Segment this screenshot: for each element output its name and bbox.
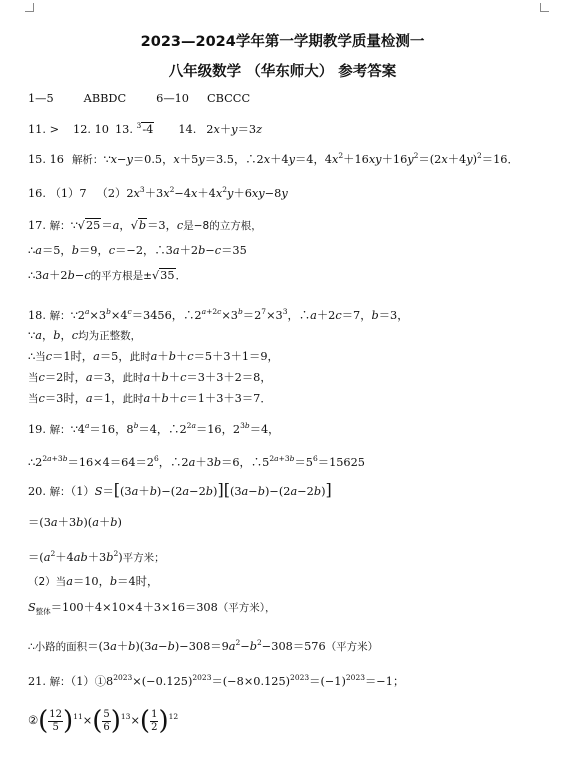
answer-17-line2: ∴a＝5，b＝9，c＝−2，∴3a＋2b−c＝35 (28, 244, 247, 257)
answer-18-line5: 当c＝3时，a＝1，此时a＋b＋c＝1＋3＋3＝7． (28, 392, 272, 405)
answer-20-line1: 20. 解：（1）S＝[(3a＋b)−(2a−2b)][(3a−b)−(2a−2b)] (28, 480, 332, 499)
answer-21-line2: ②( $\frac{12}{5}$ )$^{11}$×( $\frac{5}{6}$ )$^{13}$×( $\frac{1}{2}$ )$^{12}$ (28, 706, 179, 736)
answer-20-line6: ∴小路的面积$=(3a+b)(3a-b)-308=9a^2-b^2-308=576$（平方米） (28, 638, 379, 653)
answer-17-line3: ∴3a＋2b−c的平方根是±√35． (28, 269, 187, 282)
answer-18-line3: ∴当c＝1时，a＝5，此时a＋b＋c＝5＋3＋1＝9， (28, 350, 279, 363)
answer-17-line1: 17. 解：∵√25＝a，√b＝3，c是−8的立方根， (28, 219, 262, 232)
answers-1-10: 1—5 ABBDC 6—10 CBCCC (28, 92, 251, 105)
corner-mark-right (540, 3, 549, 12)
document-title: 2023—2024学年第一学期教学质量检测一 (140, 34, 425, 50)
answer-18-line1: 18. 解：$\because 2^a\times 3^b\times 4^c=3456$，$\therefore 2^{a+2c}\times 3^b=2^7\times 3^3$，∴a＋2c＝7，b＝3， (28, 307, 409, 322)
answer-16: 16. （1）7 $(2)2x^3+3x^2-4x+4x^2y+6xy-8y$ (28, 185, 288, 200)
answer-18-line4: 当c＝2时，a＝3，此时a＋b＋c＝3＋3＋2＝8， (28, 371, 272, 384)
answer-20-line4: （2）当a＝10，b＝4时， (28, 575, 159, 588)
corner-mark-left (25, 3, 34, 12)
answer-20-line2: ＝(3a＋3b)(a＋b) (28, 516, 122, 529)
document-subtitle: 八年级数学 （华东师大） 参考答案 (168, 64, 397, 80)
answer-15: 15. 16 解析：∵x−y＝0.5，x＋5y＝3.5，∴2x＋4y＝4，$4x^2+16xy+16y^2=(2x+4y)^2=16$． (28, 151, 519, 166)
answer-21-line1: 21. 解：$(1)①8^{2023}\times(-0.125)^{2023}=(-8\times 0.125)^{2023}=(-1)^{2023}=-1$； (28, 673, 405, 688)
answer-20-line3: $=(a^2+4ab+3b^2)$平方米； (28, 549, 165, 564)
answers-11-14: 11. > 12. 10 13. $^3$-4 14. 2x＋y＝3z (28, 121, 263, 136)
answer-18-line2: ∵a，b，c均为正整数， (28, 329, 142, 342)
answer-20-line5: $S_{整体}=100+4\times 10\times 4+3\times 16=308$（平方米）， (28, 601, 276, 616)
answer-19-line2: $\therefore 2^{2a+3b}=16\times 4=64=2^6$，∴2a＋3b＝6，$\therefore 5^{2a+3b}=5^6=15625$ (28, 454, 365, 469)
answer-19-line1: 19. 解：$\because 4^a=16$，$8^b=4$，$\therefore 2^{2a}=16$，$2^{3b}=4$， (28, 421, 280, 436)
